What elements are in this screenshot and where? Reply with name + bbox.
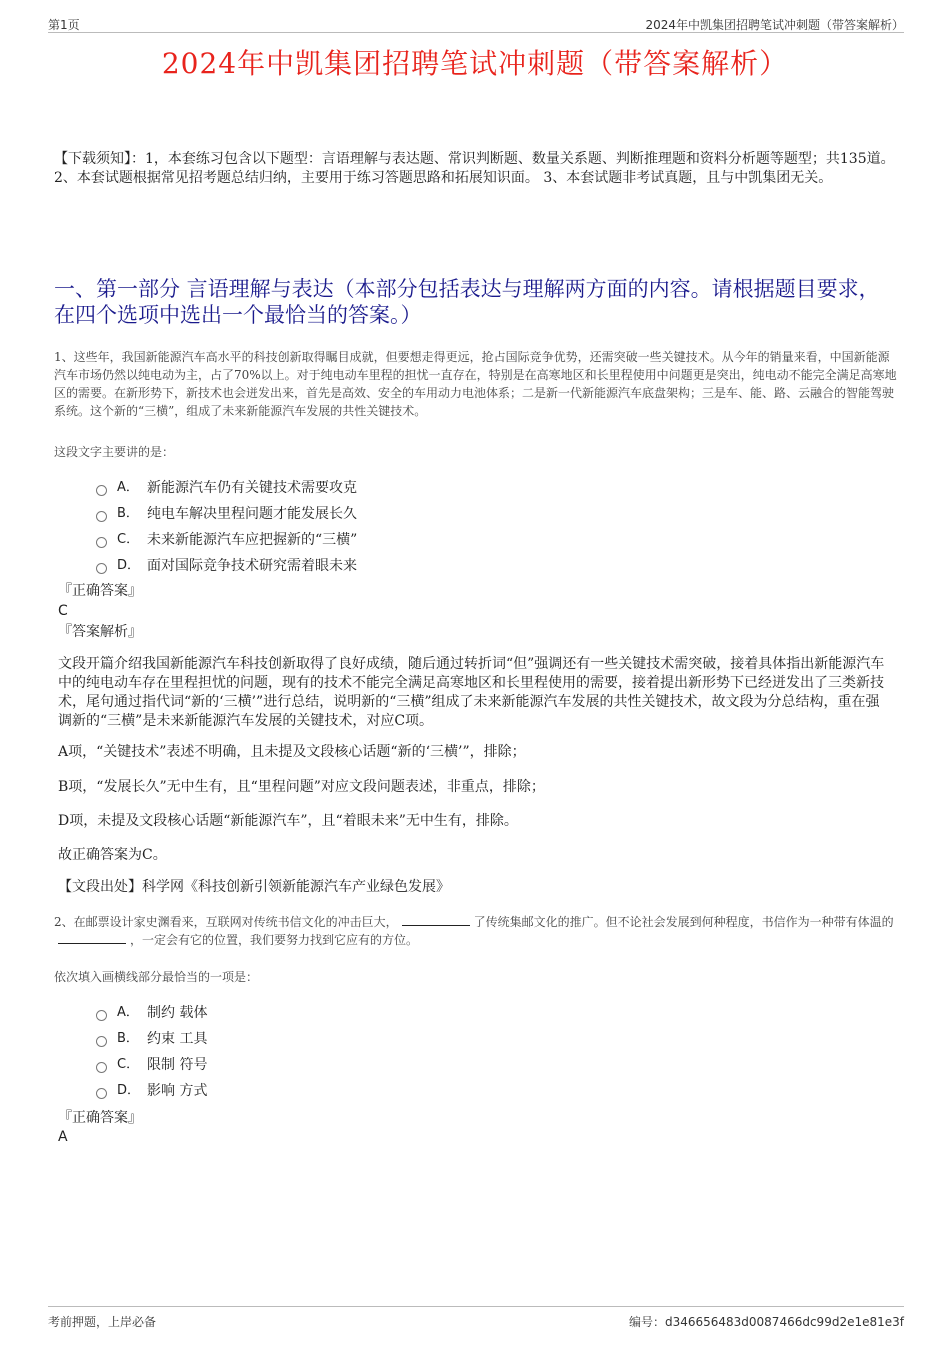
analysis-option-b: B项，“发展长久”无中生有，且“里程问题”对应文段问题表述，非重点，排除； — [58, 779, 545, 795]
answer-value: A — [58, 1129, 68, 1145]
question-2-part-2: 了传统集邮文化的推广。但不论社会发展到何种程度，书信作为一种带有体温的 — [473, 915, 894, 929]
answer-value: C — [58, 603, 68, 619]
option-text: 影响 方式 — [147, 1083, 208, 1099]
radio-icon[interactable] — [96, 563, 107, 574]
option-text: 新能源汽车仍有关键技术需要攻克 — [147, 480, 357, 496]
question-2-part-3: ，一定会有它的位置，我们要努力找到它应有的方位。 — [130, 933, 419, 947]
option-text: 未来新能源汽车应把握新的“三横” — [147, 532, 358, 548]
radio-icon[interactable] — [96, 1036, 107, 1047]
download-notice: 【下载须知】：1，本套练习包含以下题型：言语理解与表达题、常识判断题、数量关系题、判断推理题和资料分析题等题型；共135道。 2、本套试题根据常见招考题总结归纳，主要用于练习答题思路和拓展知识面。 3、本套试题非考试真题，且与中凯集团无关。 — [54, 151, 895, 186]
analysis-label: 『答案解析』 — [58, 624, 142, 640]
question-2-prompt: 依次填入画横线部分最恰当的一项是： — [54, 970, 259, 984]
option-b[interactable] — [96, 501, 696, 527]
section-title: 一、第一部分 言语理解与表达（本部分包括表达与理解两方面的内容。请根据题目要求，在四个选项中选出一个最恰当的答案。） — [54, 277, 880, 327]
question-2-part-1: 2、在邮票设计家史渊看来，互联网对传统书信文化的冲击巨大， — [54, 915, 398, 929]
analysis-text: 文段开篇介绍我国新能源汽车科技创新取得了良好成绩，随后通过转折词“但”强调还有一些关键技术需突破，接着具体指出新能源汽车中的纯电动车存在里程担忧的问题，现有的技术不能完全满足高寒地区和长里程使用的需要，接着提出新形势下已经迸发出了三类新技术，尾句通过指代词“新的‘三横’”进行总结，说明新的“三横”组成了未来新能源汽车发展的共性关键技术，故文段为分总结构，重在强调新的“三横”是未来新能源汽车发展的关键技术，对应C项。 — [58, 656, 885, 729]
radio-icon[interactable] — [96, 485, 107, 496]
question-2-options — [96, 1000, 696, 1104]
answer-label: 『正确答案』 — [58, 1110, 142, 1126]
option-letter: D． — [117, 1083, 141, 1098]
page-header — [48, 14, 904, 33]
document-id-label: 编号： — [628, 1315, 665, 1329]
option-letter: A． — [117, 480, 139, 495]
option-d[interactable] — [96, 1078, 696, 1104]
option-letter: A． — [117, 1005, 139, 1020]
radio-icon[interactable] — [96, 537, 107, 548]
option-c[interactable] — [96, 1052, 696, 1078]
document-id-value: d346656483d0087466dc99d2e1e81e3f — [664, 1315, 904, 1329]
option-letter: C． — [117, 532, 140, 547]
question-2-text — [54, 913, 899, 949]
fill-blank-1 — [402, 913, 470, 926]
analysis-option-a: A项，“关键技术”表述不明确，且未提及文段核心话题“新的‘三横’”，排除； — [58, 744, 526, 760]
radio-icon[interactable] — [96, 1088, 107, 1099]
page-number: 第1页 — [48, 18, 80, 32]
option-letter: C． — [117, 1057, 140, 1072]
option-a[interactable] — [96, 475, 696, 501]
page-footer — [48, 1306, 904, 1327]
option-letter: D． — [117, 558, 141, 573]
option-text: 限制 符号 — [147, 1057, 208, 1073]
option-letter: B． — [117, 1031, 139, 1046]
analysis-option-d: D项，未提及文段核心话题“新能源汽车”，且“着眼未来”无中生有，排除。 — [58, 813, 518, 829]
radio-icon[interactable] — [96, 1062, 107, 1073]
option-letter: B． — [117, 506, 139, 521]
option-text: 约束 工具 — [147, 1031, 208, 1047]
document-id — [629, 1313, 904, 1330]
option-b[interactable] — [96, 1026, 696, 1052]
option-d[interactable] — [96, 553, 696, 579]
option-text: 纯电车解决里程问题才能发展长久 — [147, 506, 357, 522]
question-1-prompt: 这段文字主要讲的是： — [54, 445, 175, 459]
document-title: 2024年中凯集团招聘笔试冲刺题（带答案解析） — [161, 47, 789, 80]
answer-label: 『正确答案』 — [58, 583, 142, 599]
option-text: 面对国际竞争技术研究需着眼未来 — [147, 558, 357, 574]
option-c[interactable] — [96, 527, 696, 553]
radio-icon[interactable] — [96, 511, 107, 522]
question-1-options — [96, 475, 696, 579]
question-1-text: 1、这些年，我国新能源汽车高水平的科技创新取得瞩目成就，但要想走得更远，抢占国际竞争优势，还需突破一些关键技术。从今年的销量来看，中国新能源汽车市场仍然以纯电动为主，占了70%以上。对于纯电动车里程的担忧一直存在，特别是在高寒地区和长里程使用中问题更是突出，纯电动不能完全满足高寒地区的需要。在新形势下，新技术也会迸发出来，首先是高效、安全的车用动力电池体系；二是新一代新能源汽车底盘架构；三是车、能、路、云融合的智能驾驶系统。这个新的“三横”，组成了未来新能源汽车发展的共性关键技术。 — [54, 350, 897, 418]
fill-blank-2 — [58, 931, 126, 944]
radio-icon[interactable] — [96, 1010, 107, 1021]
option-text: 制约 载体 — [147, 1005, 208, 1021]
option-a[interactable] — [96, 1000, 696, 1026]
text-source: 【文段出处】科学网《科技创新引领新能源汽车产业绿色发展》 — [58, 879, 450, 895]
header-doc-title: 2024年中凯集团招聘笔试冲刺题（带答案解析） — [645, 18, 904, 32]
analysis-conclusion: 故正确答案为C。 — [58, 847, 167, 863]
footer-slogan: 考前押题，上岸必备 — [48, 1315, 157, 1329]
